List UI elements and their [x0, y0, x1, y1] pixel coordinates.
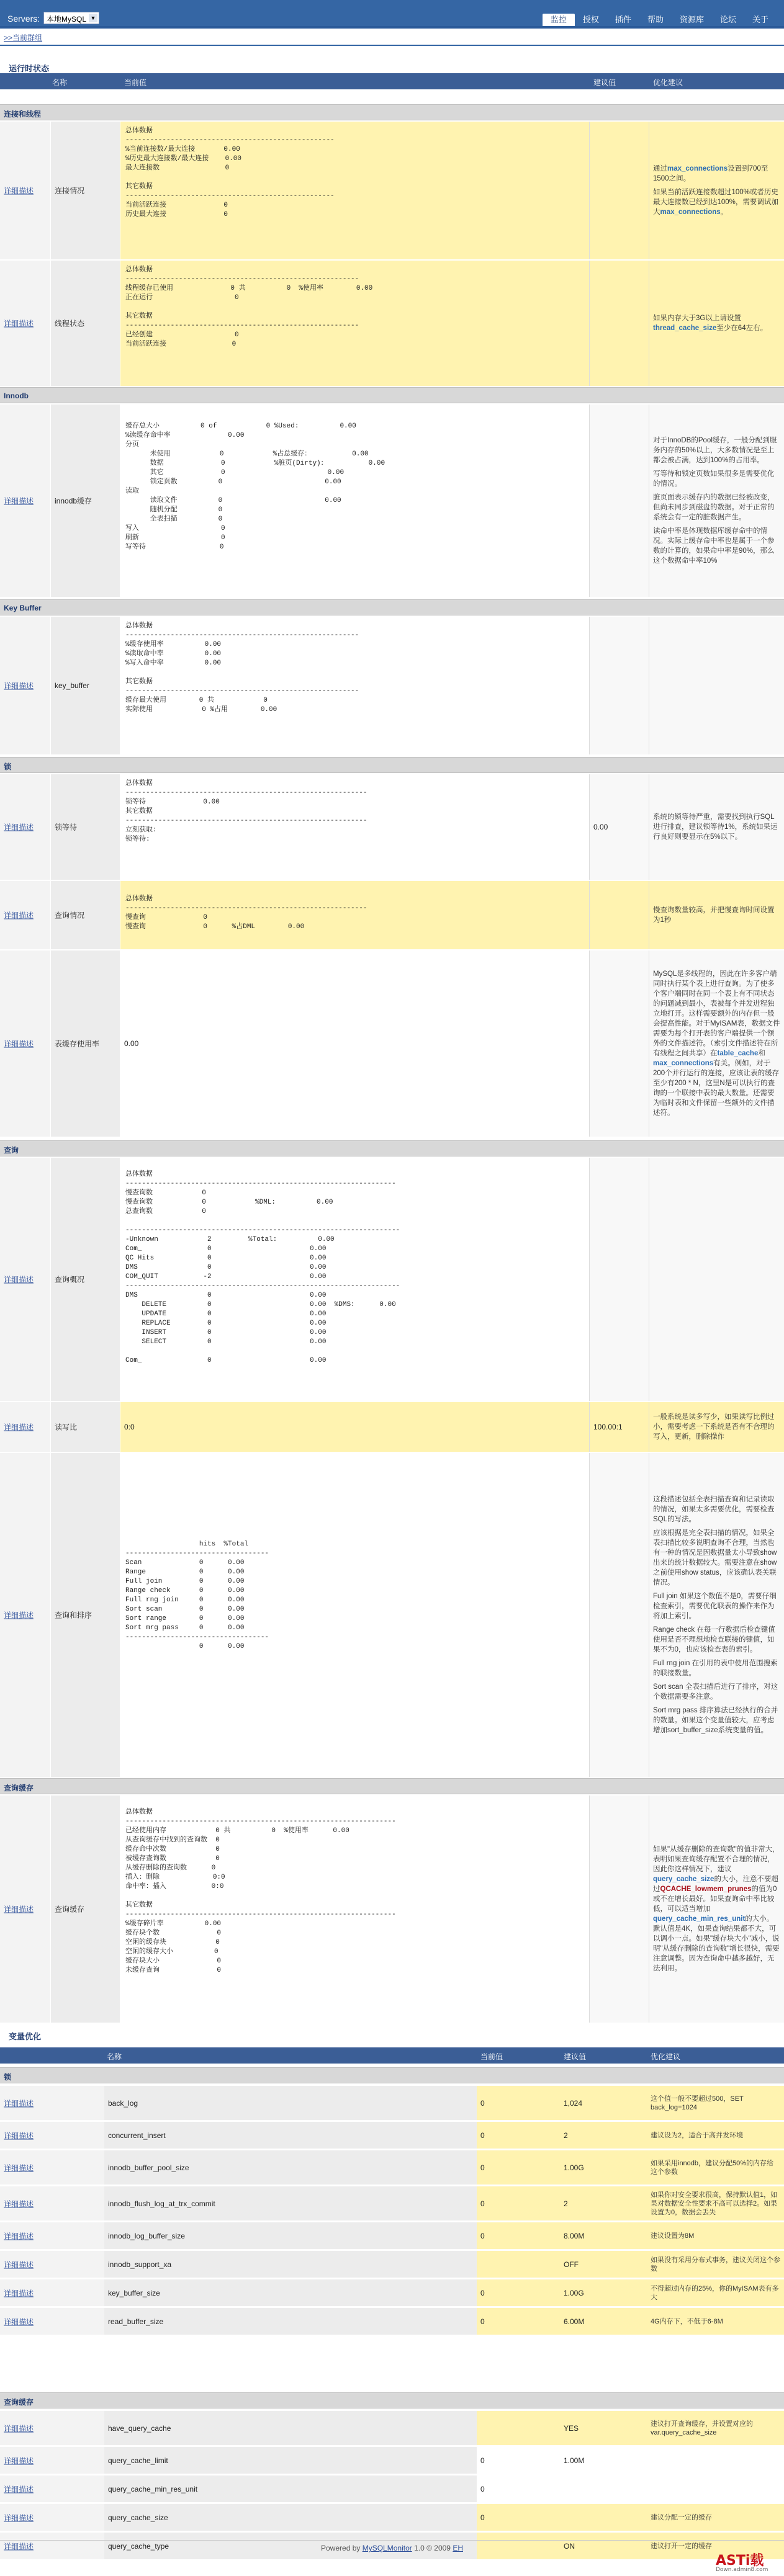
servers-label: Servers: — [7, 14, 40, 24]
server-select[interactable] — [43, 12, 99, 24]
variable-current: 0 — [480, 2513, 485, 2522]
variable-suggested: 6.00M — [564, 2317, 585, 2326]
footer-divider — [0, 2540, 784, 2541]
detail-link[interactable]: 详细描述 — [4, 1039, 34, 1049]
variable-advice: 建议设置为8M — [651, 2232, 695, 2240]
row-current: hits %Total ----------------------------------- Scan 0 0.00 Range 0 0.00 Full join 0 0.00 Range check 0 0.00 Full rng join 0 0.00 Sort scan 0 0.00 Sort range 0 0.00 Sort mrg pass 0 0.00 ----------------------------------- 0 0.00 — [125, 1541, 269, 1650]
detail-link[interactable]: 详细描述 — [4, 186, 34, 195]
row-name: 连接情况 — [55, 186, 85, 195]
variable-current: 0 — [480, 2131, 485, 2140]
table-row — [0, 1402, 784, 1452]
group-query-cache: 查询缓存 — [0, 1778, 784, 1794]
variable-name: query_cache_min_res_unit — [108, 2484, 198, 2493]
row-name: innodb缓存 — [55, 496, 92, 506]
row-current: 总体数据 --------------------------------------------------------- 线程缓存已使用 0 共 0 %使用率 0.00 正在运行 0 其它数据 --------------------------------------------------------- 已经创建 0 当前活跃连接 0 — [125, 266, 373, 348]
variable-name: innodb_support_xa — [108, 2260, 172, 2269]
variable-row — [0, 2308, 784, 2335]
row-advice: 系统的锁等待严重，需要找到执行SQL进行排查，建议锁等待1%，系统如果运行良好则要显示在5%以下。 — [653, 813, 778, 841]
group-connections: 连接和线程 — [0, 104, 784, 120]
variable-advice: 建议设为2，适合于高并发环境 — [651, 2131, 744, 2139]
row-current: 缓存总大小 0 of 0 %Used: 0.00 %读缓存命中率 0.00 分页 未使用 0 %占总缓存： 0.00 数据 0 %脏页(Dirty)： 0.00 其它 0 0.00 锁定页数 0 0.00 读取 读取文件 0 0.00 随机分配 0 全表扫描 0 写入 0 刷新 0 写等待 0 — [125, 423, 385, 551]
nav-tab[interactable]: 关于 — [752, 15, 768, 24]
row-name: 查询情况 — [55, 911, 85, 920]
variable-name: innodb_flush_log_at_trx_commit — [108, 2199, 215, 2208]
variable-current: 0 — [480, 2231, 485, 2240]
variable-suggested: 1,024 — [564, 2098, 583, 2108]
variable-current: 0 — [480, 2484, 485, 2493]
variable-suggested: OFF — [564, 2260, 579, 2269]
row-current: 总体数据 --------------------------------------------------------- %缓存使用率 0.00 %读取命中率 0.00 %写入命中率 0.00 其它数据 --------------------------------------------------------- 缓存最大使用 0 共 0 实际使用 0 %占用 0.00 — [125, 622, 359, 713]
variable-row — [0, 2475, 784, 2503]
variable-advice: 这个值一般不要超过500，SET back_log=1024 — [651, 2095, 744, 2111]
variable-name: have_query_cache — [108, 2423, 171, 2433]
variable-advice: 如果没有采用分布式事务，建议关闭这个参数 — [651, 2256, 780, 2273]
row-suggested: 100.00:1 — [593, 1423, 623, 1431]
variable-name: key_buffer_size — [108, 2288, 160, 2297]
table-row — [0, 881, 784, 949]
detail-link[interactable]: 详细描述 — [4, 911, 34, 920]
table-row — [0, 774, 784, 880]
detail-link[interactable]: 详细描述 — [4, 2163, 34, 2172]
row-name: 表缓存使用率 — [55, 1039, 100, 1049]
nav-tab[interactable]: 插件 — [615, 15, 631, 24]
variable-name: back_log — [108, 2098, 138, 2108]
row-current: 0.00 — [124, 1039, 139, 1048]
owner-link[interactable]: EH — [453, 2544, 463, 2552]
col-header-current: 当前值 — [124, 78, 147, 87]
row-current: 总体数据 ------------------------------------------------------------------ 已经使用内存 0 共 0 %使用率 0.00 从查询缓存中找到的查询数 0 缓存命中次数 0 被缓存查询数 0 从缓存删除的查询数 0 插入：删除 0:0 命中率：插入 0:0 其它数据 ------------------------------------------------------------------ %缓存碎片率 0.00 缓存块个数 0 空闲的缓存块 0 空闲的缓存大小 0 缓存块大小 0 未缓存查询 0 — [125, 1809, 396, 1974]
col-header-current: 当前值 — [480, 2052, 503, 2061]
top-bar — [0, 0, 784, 29]
variable-suggested: 8.00M — [564, 2231, 585, 2240]
variable-advice: 不得超过内存的25%，你的MyISAM表有多大 — [651, 2284, 779, 2301]
row-advice: MySQL是多线程的，因此在许多客户端同时执行某个表上进行查询。为了使多个客户端同时在同一个表上有不同状态的问题减到最小，表被每个并发进程独立地打开。这样需要额外的内存但一般会提高性能。对于MyISAM表，数据文件需要为每个打开表的客户端提供一个额外的文件描述符。（索引文件描述符在所有线程之间共享）在table_cache和max_connections有关。例如，对于200个并行运行的连接，应该让表的缓存至少有200 * N，这里N是可以执行的查询的一个联接中表的最大数量。还需要为临时表和文件保留一些额外的文件描述符。 — [653, 970, 780, 1117]
top-bar-underline — [0, 26, 784, 29]
detail-link[interactable]: 详细描述 — [4, 2485, 34, 2493]
variable-name: read_buffer_size — [108, 2317, 164, 2326]
detail-link[interactable]: 详细描述 — [4, 1275, 34, 1284]
col-header-advice: 优化建议 — [653, 78, 683, 87]
col-header-suggested: 建议值 — [593, 78, 616, 87]
variable-advice: 如果采用innodb，建议分配50%的内存给这个参数 — [651, 2159, 774, 2176]
variables-table-header — [0, 2047, 784, 2064]
row-advice: 慢查询数量较高，并把慢查询时间设置为1秒 — [653, 906, 775, 924]
row-suggested: 0.00 — [593, 823, 608, 831]
variable-name: innodb_log_buffer_size — [108, 2231, 185, 2240]
group-key-buffer: Key Buffer — [0, 599, 784, 615]
col-header-name: 名称 — [107, 2052, 122, 2061]
row-name: 锁等待 — [55, 823, 78, 832]
table-row — [0, 617, 784, 754]
group-innodb: Innodb — [0, 387, 784, 403]
detail-link[interactable]: 详细描述 — [4, 823, 34, 832]
group-query: 查询 — [0, 1140, 784, 1156]
nav-tab[interactable]: 监控 — [543, 14, 575, 26]
row-name: 查询概况 — [55, 1275, 85, 1284]
variable-name: query_cache_limit — [108, 2456, 168, 2465]
detail-link[interactable]: 详细描述 — [4, 2131, 34, 2140]
col-header-name: 名称 — [52, 78, 68, 87]
row-name: 查询缓存 — [55, 1905, 85, 1914]
row-advice: 这段描述包括全表扫描查询和记录读取的情况，如果太多需要优化，需要检查SQL的写法。 应该根据是完全表扫描的情况，如果全表扫描比较多说明查询不合理，当然也有一种的情况是因数据量太小导致show出来的统计数据较大。需要注意在show之前使用show status，应该确认表关联情况。 Full join 如果这个数值不是0，需要仔细检查索引，需要优化联表的操作来作为将加上索引。 Range check 在每一行数据后检查键值使用是否不理想地检查联接的键值，如果不为0，也应该检查表的索引。 Full rng join 在引用的表中使用范围搜索的联接数量。 Sort scan 全表扫描后进行了排序，对这个数据需要多注意。 Sort mrg pass 排序算法已经执行的合并的数量。如果这个变量值较大，应考虑增加sort_buffer_size系统变量的值。 — [653, 1496, 778, 1734]
variable-name: query_cache_size — [108, 2513, 168, 2522]
table-row — [0, 405, 784, 597]
row-advice: 如果内存大于3G以上请设置thread_cache_size至少在64左右。 — [653, 315, 768, 332]
detail-link[interactable]: 详细描述 — [4, 2232, 34, 2240]
detail-link[interactable]: 详细描述 — [4, 1905, 34, 1914]
row-advice: 通过max_connections设置到700至1500之间。 如果当前活跃连接数超过100%或者历史最大连接数已经到达100%，需要调试加大max_connections。 — [653, 165, 778, 216]
nav-tab[interactable]: 帮助 — [647, 15, 664, 24]
product-link[interactable]: MySQLMonitor — [362, 2544, 412, 2552]
table-row — [0, 261, 784, 386]
group-vars-query-cache: 查询缓存 — [0, 2392, 784, 2408]
nav-tab[interactable]: 论坛 — [719, 15, 736, 24]
variable-current: 0 — [480, 2317, 485, 2326]
section-title-runtime: 运行时状态 — [9, 64, 50, 73]
variable-suggested: 1.00G — [564, 2288, 584, 2297]
row-current: 总体数据 ----------------------------------------------------------- 锁等待 0.00 其它数据 ----------------------------------------------------------- 立刻获取: 锁等待: — [125, 780, 367, 843]
variable-name: query_cache_type — [108, 2541, 169, 2551]
variable-suggested: ON — [564, 2541, 575, 2551]
col-header-suggested: 建议值 — [564, 2052, 587, 2061]
variable-row — [0, 2447, 784, 2474]
row-advice: 如果"从缓存删除的查询数"的值非常大，表明如果查询缓存配置不合理的情况，因此你这样情况下，建议query_cache_size的大小，注意不要超过QCACHE_lowmem_prunes的值为0或不在增长最好。如果查询命中率比较低，可以适当增加query_cache_min_res_unit的大小。默认值是4K，如果查询结果都不大，可以调小一点。如果"缓存块大小"减小，说明"从缓存删除的查询数"增长很快，需要注意调整。因为查询命中越多越好，无法利用。 — [653, 1846, 780, 1972]
variable-advice: 建议打开查询缓存，并设置对应的var.query_cache_size — [651, 2420, 753, 2436]
row-name: 读写比 — [55, 1423, 78, 1432]
detail-link[interactable]: 详细描述 — [4, 2289, 34, 2297]
col-header-advice: 优化建议 — [651, 2052, 681, 2061]
group-vars-lock: 锁 — [0, 2067, 784, 2083]
detail-link[interactable]: 详细描述 — [4, 1423, 34, 1432]
main-nav — [543, 14, 777, 26]
detail-link[interactable]: 详细描述 — [4, 2317, 34, 2326]
variable-advice: 4G内存下，不低于6-8M — [651, 2317, 723, 2325]
variable-advice: 建议打开一定的缓存 — [651, 2542, 712, 2550]
variable-row — [0, 2122, 784, 2149]
table-row — [0, 122, 784, 259]
group-lock: 锁 — [0, 757, 784, 773]
row-current: 总体数据 ------------------------------------------------------------------ 慢查询数 0 慢查询数 0 %DML: 0.00 总查询数 0 ------------------------------------------------------------------- -Unknown 2 %Total: 0.00 Com_ 0 0.00 QC Hits 0 0.00 DMS 0 0.00 COM_QUIT -2 0.00 ------------------------------------------------------------------- DMS 0 0.00 DELETE 0 0.00 %DMS: 0.00 UPDATE 0 0.00 REPLACE 0 0.00 INSERT 0 0.00 SELECT 0 0.00 Com_ 0 0.00 — [125, 1171, 400, 1364]
detail-link[interactable]: 详细描述 — [4, 2099, 34, 2108]
variable-suggested: 1.00M — [564, 2456, 585, 2465]
section-title-variables: 变量优化 — [9, 2032, 42, 2041]
table-row — [0, 950, 784, 1137]
variable-current: 0 — [480, 2199, 485, 2208]
variable-row — [0, 2222, 784, 2250]
nav-tab[interactable]: 资源库 — [679, 15, 704, 24]
row-name: 查询和排序 — [55, 1611, 92, 1620]
detail-link[interactable]: 详细描述 — [4, 2513, 34, 2522]
row-name: 线程状态 — [55, 319, 85, 328]
variable-name: innodb_buffer_pool_size — [108, 2163, 189, 2172]
variable-suggested: 2 — [564, 2131, 568, 2140]
variable-current: 0 — [480, 2163, 485, 2172]
variable-row — [0, 2411, 784, 2446]
variable-row — [0, 2279, 784, 2307]
table-row — [0, 1796, 784, 2023]
row-advice: 一般系统是读多写少，如果读写比例过小，需要考虑一下系统是否有不合理的写入，更新，删除操作 — [653, 1413, 775, 1441]
detail-link[interactable]: 详细描述 — [4, 2424, 34, 2433]
detail-link[interactable]: 详细描述 — [4, 496, 34, 506]
variable-current: 0 — [480, 2456, 485, 2465]
detail-link[interactable]: 详细描述 — [4, 2542, 34, 2551]
row-name: key_buffer — [55, 681, 89, 690]
detail-link[interactable]: 详细描述 — [4, 1611, 34, 1620]
footer: Powered by MySQLMonitor 1.0 © 2009 EH — [321, 2544, 463, 2552]
detail-link[interactable]: 详细描述 — [4, 2456, 34, 2465]
variable-row — [0, 2150, 784, 2185]
row-current: 总体数据 --------------------------------------------------- %当前连接数/最大连接 0.00 %历史最大连接数/最大连接 0.00 最大连接数 0 其它数据 --------------------------------------------------- 当前活跃连接 0 历史最大连接 0 — [125, 127, 335, 218]
server-selected-value: 本地MySQL — [47, 15, 87, 24]
detail-link[interactable]: 详细描述 — [4, 681, 34, 691]
variable-current: 0 — [480, 2098, 485, 2108]
variable-current: 0 — [480, 2288, 485, 2297]
variable-row — [0, 2504, 784, 2531]
variable-advice: 建议分配一定的缓存 — [651, 2513, 712, 2521]
variable-suggested: YES — [564, 2423, 579, 2433]
chevron-down-icon: ▼ — [89, 14, 97, 22]
row-advice: 对于InnoDB的Pool缓存，一般分配到服务内存的50%以上，大多数情况是至上都会被占满，达到100%的占用率。 写等待和锁定页数如果很多是需要优化的情况。 脏页面表示缓存内的数据已经被改变，但尚未同步到磁盘的数据。对于正常的系统会有一定的脏数据产生。 读命中率是体现数据库缓存命中的情况。实际上缓存命中率也是属于一个参数的计算的，如果命中率是90%，那么这个数据命中率10% — [653, 437, 777, 565]
divider — [0, 45, 784, 46]
breadcrumb[interactable]: >>当前群组 — [4, 34, 43, 42]
variable-suggested: 1.00G — [564, 2163, 584, 2172]
detail-link[interactable]: 详细描述 — [4, 319, 34, 328]
detail-link[interactable]: 详细描述 — [4, 2260, 34, 2269]
variable-name: concurrent_insert — [108, 2131, 166, 2140]
nav-tab[interactable]: 授权 — [582, 15, 599, 24]
variable-advice: 如果你对安全要求很高，保持默认值1，如果对数据安全性要求不高可以选择2。如果设置为0，数据会丢失 — [651, 2191, 778, 2216]
table-header — [0, 73, 784, 89]
detail-link[interactable]: 详细描述 — [4, 2199, 34, 2208]
row-current: 总体数据 ----------------------------------------------------------- 慢查询 0 慢查询 0 %占DML 0.00 — [125, 895, 367, 931]
variable-suggested: 2 — [564, 2199, 568, 2208]
table-row — [0, 1453, 784, 1777]
variable-row — [0, 2251, 784, 2278]
variable-row — [0, 2186, 784, 2221]
variable-row — [0, 2086, 784, 2121]
row-current: 0:0 — [124, 1423, 135, 1431]
site-logo: ASTi载 Down.admin8.com — [716, 2553, 768, 2573]
table-row — [0, 1158, 784, 1401]
